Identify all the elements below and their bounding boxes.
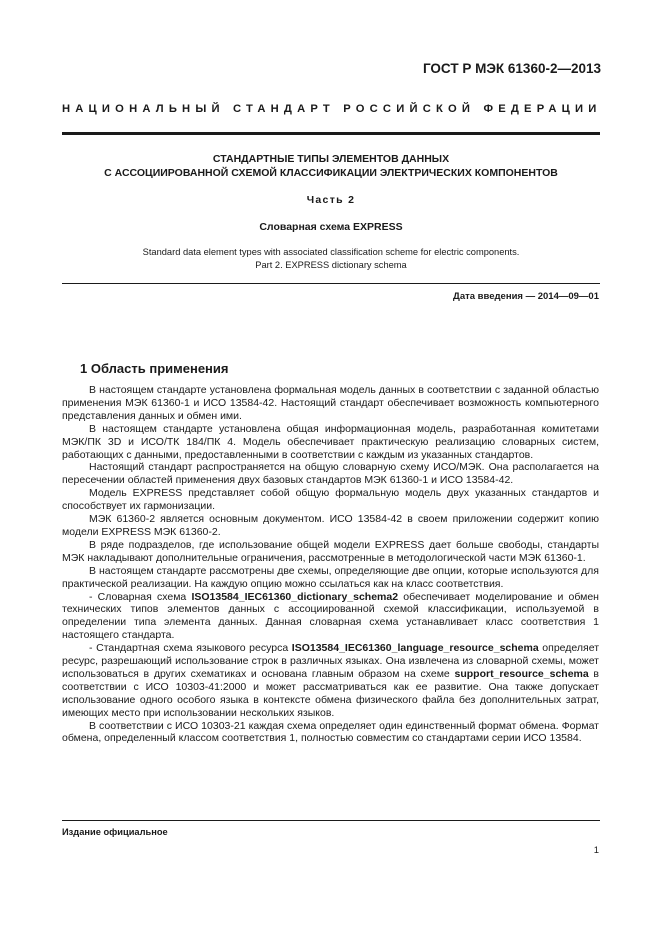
standard-code: ГОСТ Р МЭК 61360-2—2013	[422, 61, 601, 76]
paragraph: В ряде подразделов, где использование общей модели EXPRESS дает больше свободы, стандарты МЭК накладывают дополнительные ограничения, рассмотренные в методологической части МЭК 61360-1.	[62, 538, 599, 564]
schema-name: support_resource_schema	[454, 667, 589, 680]
paragraph: В соответствии с ИСО 10303-21 каждая схема определяет один единственный формат обмена. Формат обмена, определенный классом соответствия 1, полностью совместим со стандартами серии ИСО 13584.	[62, 719, 599, 745]
part-label: Часть 2	[306, 194, 356, 206]
paragraph	[62, 642, 599, 719]
edition-label: Издание официальное	[62, 827, 168, 837]
schema-name: ISO13584_IEC61360_dictionary_schema2	[191, 590, 399, 603]
english-title-line-2: Part 2. EXPRESS dictionary schema	[255, 260, 407, 270]
footer-divider	[62, 820, 600, 821]
paragraph	[62, 591, 599, 643]
paragraph: Настоящий стандарт распространяется на общую словарную схему ИСО/МЭК. Она располагается на пересечении областей применения двух базовых стандартов МЭК 61360-1 и ИСО 13584-42.	[62, 461, 599, 487]
paragraph-text: обеспечивает моделирование и обмен технических типов элементов данных с ассоциированной схемой классификации, используемой в определении типа элемента данных. Данная словарная схема устанавливает класс соответствия 1 настоящего стандарта.	[62, 590, 599, 642]
paragraph: Модель EXPRESS представляет собой общую формальную модель двух указанных стандартов и способствует их гармонизации.	[62, 487, 599, 513]
national-standard-heading: НАЦИОНАЛЬНЫЙ СТАНДАРТ РОССИЙСКОЙ ФЕДЕРАЦИИ	[62, 103, 602, 115]
paragraph-text: в соответствии с ИСО 10303-41:2000 и может рассматриваться как ее развитие. Она также допускает использование одного особого языка в контексте обмена физического файла без дополнительных затрат, имеющих место при использовании нескольких языков.	[62, 667, 600, 719]
paragraph: В настоящем стандарте установлена формальная модель данных в соответствии с заданной областью применения МЭК 61360-1 и ИСО 13584-42. Настоящий стандарт обеспечивает возможность компьютерного представления данных и обмен ими.	[62, 384, 599, 422]
english-title-line-1: Standard data element types with associated classification scheme for electric components.	[142, 247, 520, 257]
introduction-date: Дата введения — 2014—09—01	[453, 291, 599, 302]
paragraph-text: определяет ресурс, разрешающий использование строк в различных языках. Она извлечена из словарной схемы, может использоваться в других схематиках и основана главным образом на схеме	[62, 642, 600, 680]
schema-name: ISO13584_IEC61360_language_resource_schema	[291, 642, 539, 655]
paragraph: В настоящем стандарте рассмотрены две схемы, определяющие две опции, которые используются для практической реализации. На каждую опцию можно ссылаться как на класс соответствия.	[62, 564, 599, 590]
paragraph: В настоящем стандарте установлена общая информационная модель, разработанная комитетами МЭК/ПК 3D и ИСО/ТК 184/ПК 4. Модель обеспечивает практическую реализацию словарных систем, работающих с данными, предоставленными в соответствии с каждым из указанных стандартов.	[62, 422, 599, 461]
section-body	[62, 384, 599, 745]
paragraph-text: - Словарная схема	[89, 590, 192, 603]
page-number: 1	[593, 845, 599, 856]
title-divider	[62, 283, 600, 284]
paragraph: МЭК 61360-2 является основным документом. ИСО 13584-42 в своем приложении содержит копию модели EXPRESS МЭК 61360-2.	[62, 513, 599, 538]
section-heading: 1 Область применения	[80, 361, 229, 376]
paragraph-text: - Стандартная схема языкового ресурса	[89, 642, 292, 655]
title-line-1: СТАНДАРТНЫЕ ТИПЫ ЭЛЕМЕНТОВ ДАННЫХ	[212, 153, 450, 165]
subtitle: Словарная схема EXPRESS	[259, 221, 403, 233]
title-line-2: С АССОЦИИРОВАННОЙ СХЕМОЙ КЛАССИФИКАЦИИ ЭЛЕКТРИЧЕСКИХ КОМПОНЕНТОВ	[104, 167, 558, 179]
header-divider	[62, 132, 600, 135]
